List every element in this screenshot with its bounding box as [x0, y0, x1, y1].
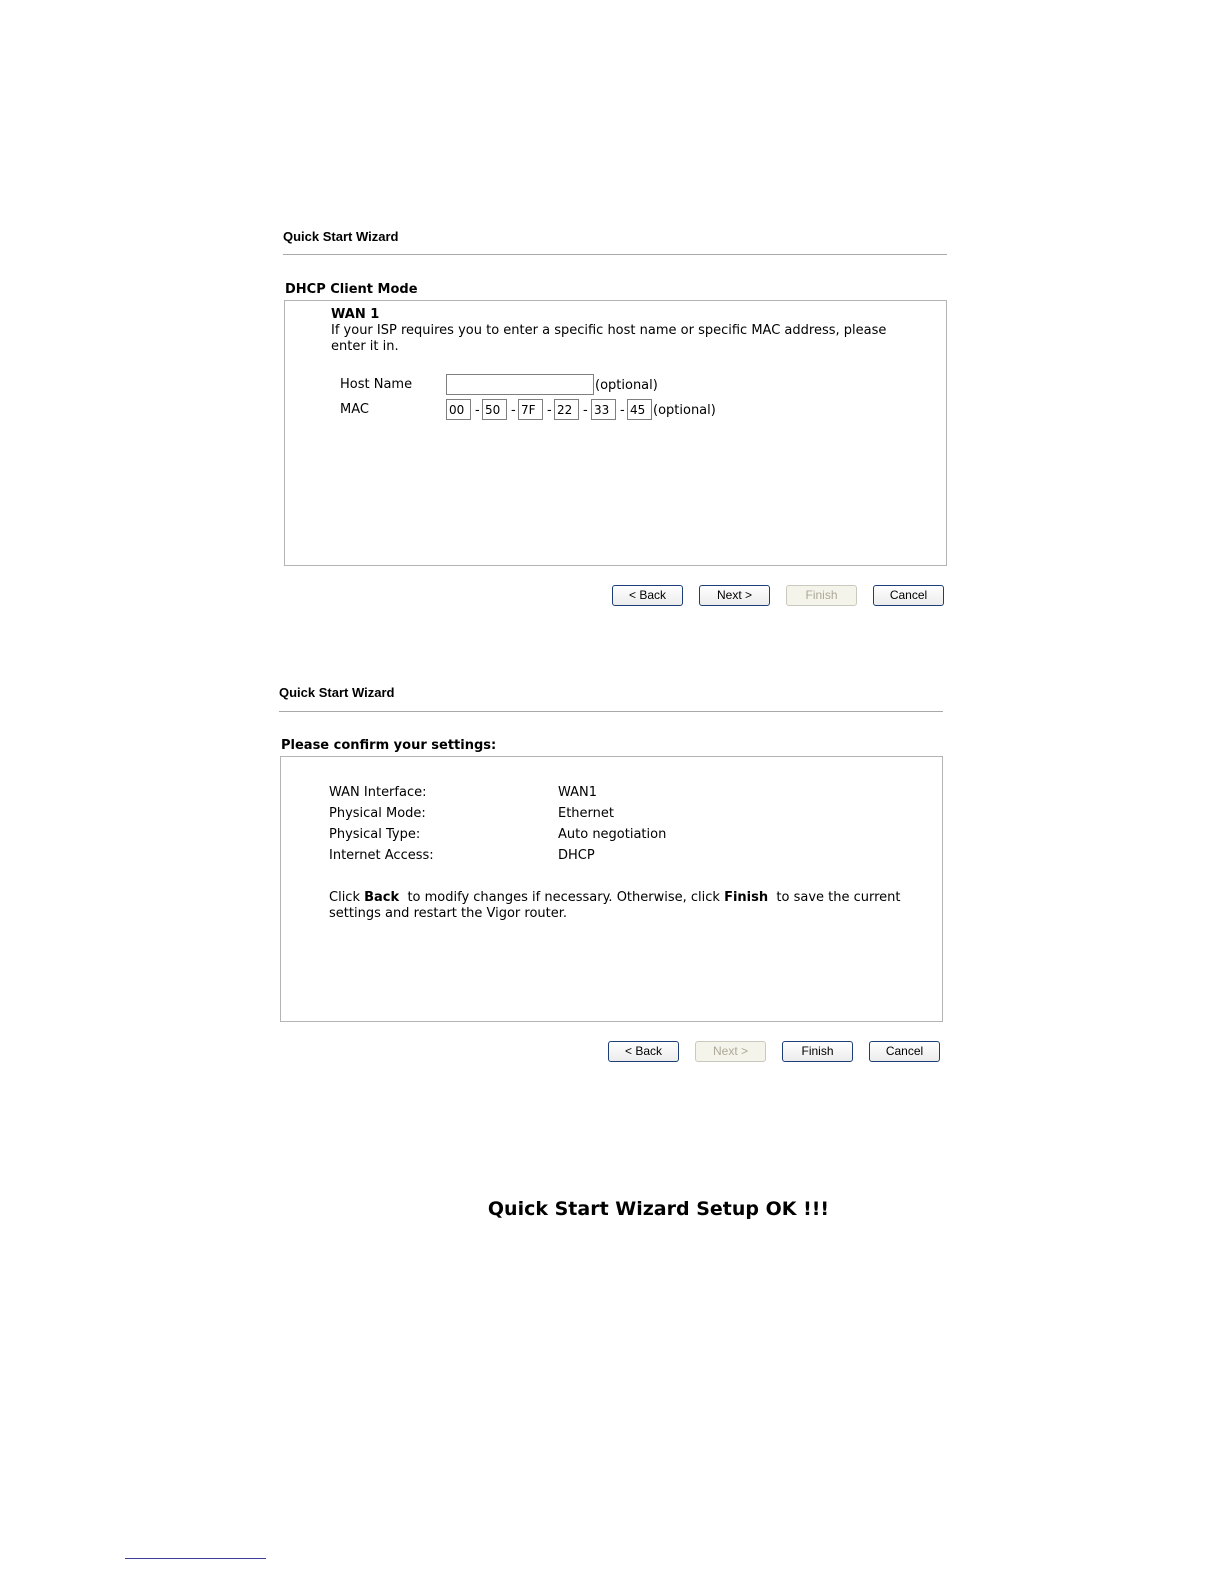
dhcp-client-panel — [284, 300, 947, 566]
next-button[interactable]: Next > — [699, 585, 770, 606]
confirm-note-line-2: settings and restart the Vigor router. — [329, 906, 568, 921]
cancel-button[interactable]: Cancel — [869, 1041, 940, 1062]
title-divider — [283, 254, 947, 255]
mac-octet-2-input[interactable] — [482, 399, 507, 420]
wizard-title: Quick Start Wizard — [283, 229, 399, 244]
next-button-disabled: Next > — [695, 1041, 766, 1062]
mac-separator: - — [620, 403, 625, 418]
host-name-input[interactable] — [446, 374, 594, 395]
title-divider — [279, 711, 943, 712]
internet-access-label: Internet Access: — [329, 848, 434, 863]
note-back-keyword: Back — [364, 890, 400, 905]
note-finish-keyword: Finish — [724, 890, 769, 905]
physical-mode-value: Ethernet — [558, 806, 614, 821]
wan-interface-value: WAN1 — [558, 785, 598, 800]
host-name-label: Host Name — [340, 377, 413, 392]
description-line-1: If your ISP requires you to enter a specific host name or specific MAC address, please — [331, 323, 887, 338]
note-end-text: to save the current — [776, 890, 901, 905]
finish-button-disabled: Finish — [786, 585, 857, 606]
mac-label: MAC — [340, 402, 369, 417]
wan-interface-label: WAN Interface: — [329, 785, 427, 800]
confirm-note-line-1 — [329, 890, 901, 905]
confirm-settings-panel — [280, 756, 943, 1022]
cancel-button[interactable]: Cancel — [873, 585, 944, 606]
physical-type-label: Physical Type: — [329, 827, 421, 842]
back-button[interactable]: < Back — [612, 585, 683, 606]
mac-octet-4-input[interactable] — [554, 399, 579, 420]
section-heading: DHCP Client Mode — [285, 282, 418, 297]
setup-ok-message: Quick Start Wizard Setup OK !!! — [487, 1198, 830, 1220]
section-heading: Please confirm your settings: — [281, 738, 497, 753]
mac-octet-1-input[interactable] — [446, 399, 471, 420]
mac-separator: - — [475, 403, 480, 418]
mac-separator: - — [583, 403, 588, 418]
mac-optional-hint: (optional) — [653, 403, 716, 418]
note-middle-text: to modify changes if necessary. Otherwise, click — [407, 890, 720, 905]
note-click-text: Click — [329, 890, 360, 905]
finish-button[interactable]: Finish — [782, 1041, 853, 1062]
host-name-optional-hint: (optional) — [595, 378, 658, 393]
physical-type-value: Auto negotiation — [558, 827, 667, 842]
mac-separator: - — [511, 403, 516, 418]
wizard-title: Quick Start Wizard — [279, 685, 395, 700]
mac-separator: - — [547, 403, 552, 418]
description-line-2: enter it in. — [331, 339, 399, 354]
physical-mode-label: Physical Mode: — [329, 806, 426, 821]
mac-octet-6-input[interactable] — [627, 399, 652, 420]
mac-octet-5-input[interactable] — [591, 399, 616, 420]
wan-label: WAN 1 — [331, 307, 380, 322]
mac-octet-3-input[interactable] — [518, 399, 543, 420]
footnote-divider — [125, 1558, 266, 1559]
back-button[interactable]: < Back — [608, 1041, 679, 1062]
internet-access-value: DHCP — [558, 848, 595, 863]
